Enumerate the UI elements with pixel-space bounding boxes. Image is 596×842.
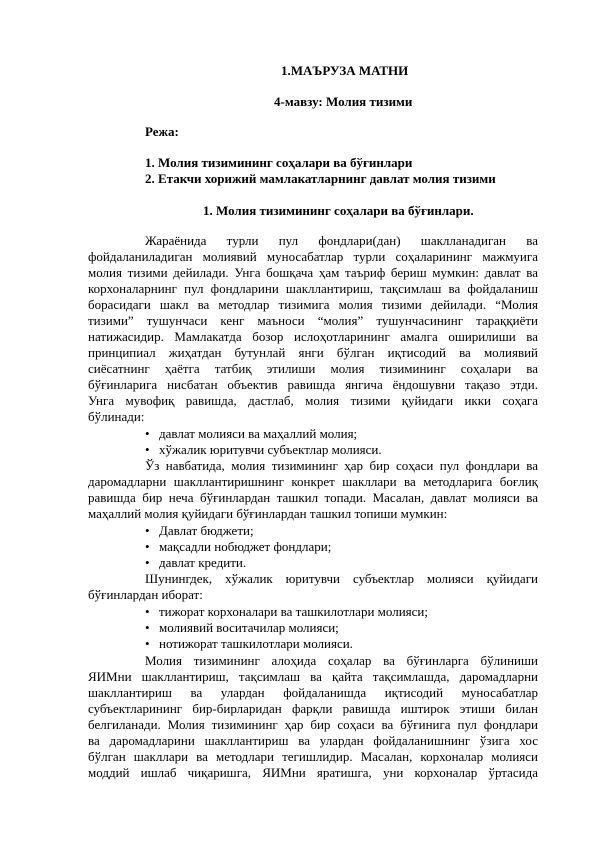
- paragraph-line: белгиланади. Молия тизимининг ҳар бир соҳаси ва бўғинига пул фондлари: [88, 717, 538, 732]
- paragraph-line: маҳаллий молия қуйидаги бўғинлардан ташкил топиши мумкин:: [88, 506, 448, 521]
- plan-item: 2. Етакчи хорижий мамлакатларнинг давлат молия тизими: [145, 171, 496, 186]
- paragraph-line: Шунингдек, хўжалик юритувчи субъектлар молияси қуйидаги: [145, 571, 538, 586]
- paragraph-line: даромадларни шакллантиришнинг конкрет шакллари ва методларига боғлиқ: [88, 474, 538, 489]
- bullet-icon: •: [145, 636, 150, 651]
- paragraph-line: бўғинларига нисбатан объектив равишда янгича ёндошувни тақазо этди.: [88, 377, 538, 392]
- paragraph-line: принципиал жиҳатдан бутунлай янги бўлган иқтисодий ва молиявий: [88, 345, 538, 360]
- paragraph-line: тизими” тушунчаси кенг маъноси “молия” тушунчасининг тараққиёти: [88, 313, 538, 328]
- bullet-text: давлат кредити.: [159, 555, 247, 570]
- bullet-icon: •: [145, 620, 150, 635]
- bullet-icon: •: [145, 426, 150, 441]
- paragraph-line: молия тизими дейилади. Унга бошқача ҳам таъриф бериш мумкин: давлат ва: [88, 265, 538, 280]
- bullet-text: хўжалик юритувчи субъектлар молияси.: [159, 442, 382, 457]
- paragraph-line: субъектларининг бир-бирларидан фарқли равишда иштирок этиши билан: [88, 701, 538, 716]
- paragraph-line: сиёсатнинг ҳаётга татбиқ этилиши молия тизимининг соҳалари ва: [88, 361, 538, 376]
- paragraph-line: ЯИМни шакллантириш, тақсимлаш ва қайта тақсимлашда, даромадларни: [88, 669, 538, 684]
- paragraph-line: ва даромадларини шакллантириш ва улардан фойдаланишнинг ўзига хос: [88, 733, 538, 748]
- paragraph-line: моддий ишлаб чиқаришга, ЯИМни яратишга, уни корхоналар ўртасида: [88, 765, 538, 780]
- bullet-icon: •: [145, 604, 150, 619]
- bullet-icon: •: [145, 442, 150, 457]
- paragraph-line: фойдаланиладиган молиявий муносабатлар турли соҳаларининг мажмуига: [88, 249, 538, 264]
- plan-item: 1. Молия тизимининг соҳалари ва бўғинлари: [145, 155, 413, 170]
- paragraph-line: бўлган шакллари ва методлари тегишлидир. Масалан, корхоналар молияси: [88, 749, 538, 764]
- topic-heading: 4-мавзу: Молия тизими: [274, 94, 413, 109]
- bullet-item: [145, 426, 357, 442]
- paragraph-line: корхоналарнинг пул фондларини шакллантириш, тақсимлаш ва фойдаланиш: [88, 281, 538, 296]
- paragraph-line: бўғинлардан иборат:: [88, 587, 203, 602]
- paragraph-line: натижасидир. Мамлакатда бозор ислоҳотларининг амалга оширилиши ва: [88, 329, 538, 344]
- paragraph-line: бўлинади:: [88, 409, 145, 424]
- bullet-text: мақсадли нобюджет фондлари;: [159, 539, 332, 554]
- paragraph-line: борасидаги шакл ва методлар тизимига молия тизими дейилади. “Молия: [88, 297, 538, 312]
- bullet-item: [145, 620, 339, 636]
- bullet-icon: •: [145, 539, 150, 554]
- paragraph-line: Жараёнида турли пул фондлари(дан) шаклланадиган ва: [145, 233, 538, 248]
- bullet-text: тижорат корхоналари ва ташкилотлари молияси;: [159, 604, 428, 619]
- bullet-item: [145, 539, 331, 555]
- bullet-item: [145, 604, 428, 620]
- bullet-text: нотижорат ташкилотлари молияси.: [159, 636, 353, 651]
- bullet-item: [145, 523, 254, 539]
- paragraph-line: Унга мувофиқ равишда, дастлаб, молия тизими қуйидаги икки соҳага: [88, 393, 538, 408]
- bullet-text: Давлат бюджети;: [159, 523, 254, 538]
- section-heading: 1. Молия тизимининг соҳалари ва бўғинлари.: [203, 203, 474, 218]
- bullet-text: молиявий воситачилар молияси;: [159, 620, 339, 635]
- plan-label: Режа:: [145, 124, 179, 139]
- bullet-text: давлат молияси ва маҳаллий молия;: [159, 426, 358, 441]
- paragraph-line: Ўз навбатида, молия тизимининг ҳар бир соҳаси пул фондлари ва: [145, 458, 538, 473]
- bullet-item: [145, 555, 246, 571]
- bullet-item: [145, 636, 353, 652]
- bullet-icon: •: [145, 523, 150, 538]
- paragraph-line: равишда бир неча бўғинлардан ташкил топади. Масалан, давлат молияси ва: [88, 490, 538, 505]
- paragraph-line: Молия тизимининг алоҳида соҳалар ва бўғинларга бўлиниши: [145, 653, 538, 668]
- document-title: 1.МАЪРУЗА МАТНИ: [281, 63, 409, 78]
- bullet-icon: •: [145, 555, 150, 570]
- bullet-item: [145, 442, 382, 458]
- paragraph-line: шакллантириш ва улардан фойдаланишда иқтисодий муносабатлар: [88, 685, 538, 700]
